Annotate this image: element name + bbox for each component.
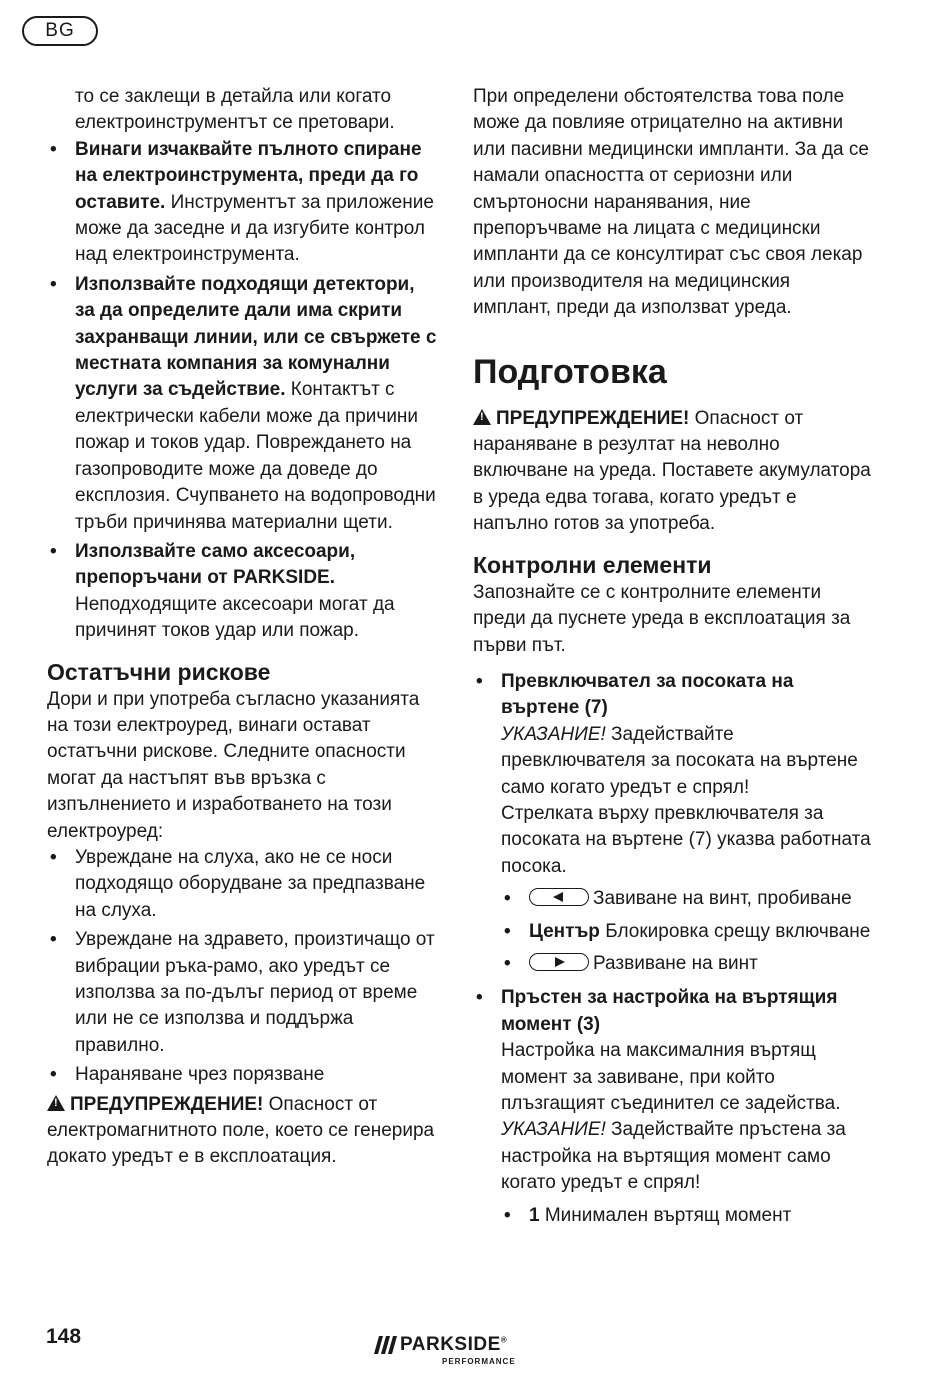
torque-title: • Пръстен за настройка на въртящия момент (3)	[501, 987, 838, 1035]
list-item: • Увреждане на слуха, ако не се носи подходящо оборудване за предпазване на слуха.	[47, 845, 437, 924]
safety-list	[47, 137, 437, 645]
page-number: 148	[46, 1325, 82, 1348]
switch-desc: Стрелката върху превключвателя за посоката на въртене (7) указва работната посока.	[501, 802, 871, 877]
list-item	[47, 539, 437, 645]
controls-list	[473, 669, 873, 1229]
section-heading-controls: Контролни елементи	[473, 551, 712, 578]
list-item	[501, 1203, 873, 1229]
right-arrow-icon	[529, 953, 589, 971]
warning-label: ПРЕДУПРЕЖДЕНИЕ!	[496, 407, 690, 429]
list-item	[47, 137, 437, 269]
option-text: Блокировка срещу включване	[599, 920, 871, 942]
option-text: Развиване на винт	[593, 952, 758, 974]
controls-intro: Запознайте се с контролните елементи преди да пуснете уреда в експлоатация за първи път.	[473, 581, 851, 656]
torque-desc: Настройка на максималния въртящ момент за завиване, при който плъзгащият съединител се задейства.	[501, 1040, 841, 1114]
list-item	[501, 951, 873, 977]
left-column	[47, 84, 437, 1171]
brand-name	[400, 1334, 507, 1356]
list-item	[47, 272, 437, 536]
residual-risks-text: Дори и при употреба съгласно указанията на този електроуред, винаги остават остатъчни рискове. Следните опасности могат да настъпят във връзка с изпълнението и изработването на този електроуред:	[47, 688, 420, 842]
list-item-bold: Винаги изчаквайте пълното спиране на електроинструмента, преди да го оставите.	[75, 138, 422, 213]
option-bold: 1	[529, 1204, 540, 1226]
brand-slashes-icon	[374, 1336, 398, 1354]
left-arrow-icon	[529, 888, 589, 906]
warning-text: Опасност от нараняване в резултат на неволно включване на уреда. Поставете акумулатора в уреда едва тогава, когато уредът е напълно готов за употреба.	[473, 407, 871, 535]
note-text: Задействайте пръстена за настройка на въртящия момент само когато уредът е спрял!	[501, 1119, 846, 1194]
warning-paragraph	[473, 406, 873, 538]
brand-subtitle: PERFORMANCE	[442, 1357, 516, 1366]
continuation-text: то се заклещи в детайла или когато електроинструментът се претовари.	[75, 86, 395, 134]
continuation-text: При определени обстоятелства това поле може да повлияе отрицателно на активни или пасивни медицински импланти. За да се намали опасността от сериозни или смъртоносни наранявания, ние препоръчваме на лицата с медицински импланти да се консултират със своя лекар или производителя на медицинския имплант, преди да използват уреда.	[473, 86, 869, 319]
note-text: Задействайте превключвателя за посоката на въртене само когато уредът е спрял!	[501, 723, 858, 798]
warning-paragraph	[47, 1092, 437, 1171]
list-item-bold: Използвайте подходящи детектори, за да определите дали има скрити захранващи линии, или се свържете с местната компания за комунални услуги за съдействие.	[75, 273, 437, 401]
language-badge: BG	[22, 16, 98, 46]
brand-registered: ®	[500, 1335, 508, 1345]
warning-text: Опасност от електромагнитното поле, което се генерира докато уредът е в експлоатация.	[47, 1093, 435, 1168]
switch-options	[501, 886, 873, 977]
option-text: Завиване на винт, пробиване	[593, 888, 852, 910]
list-item-bold: Използвайте само аксесоари, препоръчани от PARKSIDE.	[75, 540, 356, 589]
warning-triangle-icon	[473, 409, 491, 425]
section-heading-preparation: Подготовка	[473, 352, 667, 391]
section-heading-residual-risks: Остатъчни рискове	[47, 658, 271, 685]
list-item: • Увреждане на здравето, произтичащо от вибрации ръка-рамо, ако уредът се използва за по-дълъг период от време или не се използва и поддържа правилно.	[47, 927, 437, 1059]
list-item	[501, 919, 873, 945]
switch-note	[501, 722, 873, 801]
list-item	[473, 669, 873, 977]
list-item	[501, 886, 873, 912]
list-item: • Нараняване чрез порязване	[47, 1062, 437, 1088]
option-text: Минимален въртящ момент	[539, 1204, 792, 1226]
list-item-text: Инструментът за приложение може да заседне и да изгубите контрол над електроинструмента.	[75, 191, 434, 266]
note-label: УКАЗАНИЕ!	[501, 1119, 606, 1141]
list-item-text: Неподходящите аксесоари могат да причинят токов удар или пожар.	[75, 593, 395, 642]
warning-triangle-icon	[47, 1095, 65, 1111]
warning-label: ПРЕДУПРЕЖДЕНИЕ!	[70, 1093, 264, 1115]
torque-note	[501, 1117, 873, 1196]
right-column	[473, 84, 873, 1235]
brand-logo	[374, 1334, 534, 1370]
list-item	[473, 985, 873, 1229]
switch-title: • Превключвател за посоката на въртене (7)	[501, 670, 794, 719]
brand-name-text: PARKSIDE	[400, 1334, 501, 1355]
risks-list	[47, 845, 437, 1089]
note-label: УКАЗАНИЕ!	[501, 723, 606, 745]
torque-options	[501, 1203, 873, 1229]
option-bold: Център	[529, 920, 600, 942]
list-item-text: Контактът с електрически кабели може да причини пожар и токов удар. Повреждането на газопроводите може да доведе до експлозия. Счупването на водопроводни тръби причинява материални щети.	[75, 379, 436, 533]
